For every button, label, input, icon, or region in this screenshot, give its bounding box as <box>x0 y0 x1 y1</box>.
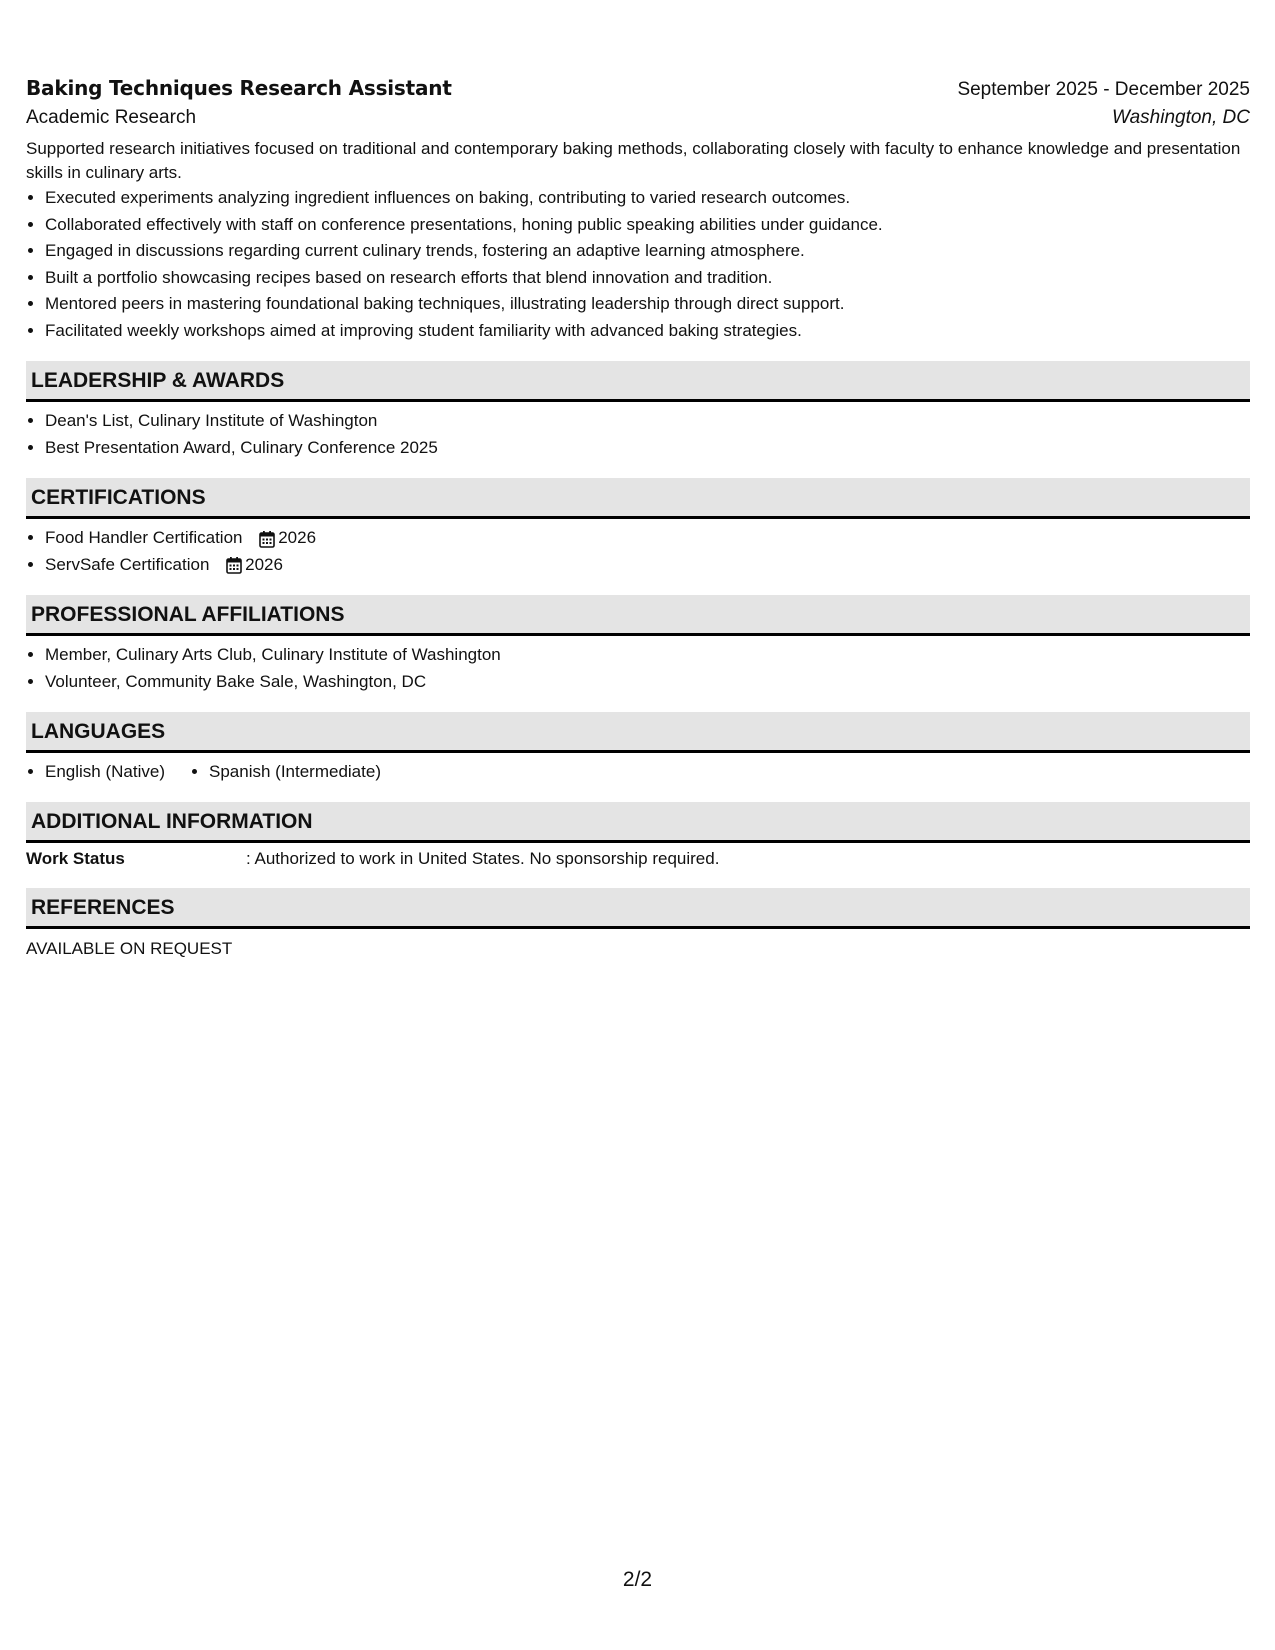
section-heading-leadership: LEADERSHIP & AWARDS <box>26 361 1250 402</box>
certification-year: 2026 <box>245 554 283 574</box>
list-item: • Member, Culinary Arts Club, Culinary Institute of Washington <box>45 642 1250 669</box>
job-bullet: • Engaged in discussions regarding current culinary trends, fostering an adaptive learning atmosphere. <box>45 238 1250 265</box>
calendar-icon <box>226 556 242 574</box>
job-title: Baking Techniques Research Assistant <box>26 76 452 100</box>
job-summary: Supported research initiatives focused on traditional and contemporary baking methods, collaborating closely with faculty to enhance knowledge and presentation skills in culinary arts. <box>26 139 1241 182</box>
job-organization: Academic Research <box>26 107 197 128</box>
references-text: AVAILABLE ON REQUEST <box>26 939 233 958</box>
job-bullet: • Executed experiments analyzing ingredient influences on baking, contributing to varied research outcomes. <box>45 185 1250 212</box>
job-bullet: • Facilitated weekly workshops aimed at improving student familiarity with advanced baking strategies. <box>45 318 1250 345</box>
certifications-list <box>26 525 1250 578</box>
affiliations-list <box>26 642 1250 695</box>
experience-entry <box>26 76 1250 344</box>
languages-list <box>26 759 1250 785</box>
section-heading-references: REFERENCES <box>26 888 1250 929</box>
list-item: • Best Presentation Award, Culinary Conference 2025 <box>45 435 1250 462</box>
language-item: • Spanish (Intermediate) <box>209 759 381 785</box>
section-heading-affiliations: PROFESSIONAL AFFILIATIONS <box>26 595 1250 636</box>
certification-item <box>45 525 1250 552</box>
work-status-value: : Authorized to work in United States. No sponsorship required. <box>246 849 720 868</box>
job-header <box>26 76 1250 101</box>
job-location: Washington, DC <box>1112 107 1250 128</box>
calendar-icon <box>259 530 275 548</box>
page-number: 2/2 <box>622 1568 653 1591</box>
leadership-list <box>26 408 1250 461</box>
resume-page <box>26 76 1250 961</box>
job-dates: September 2025 - December 2025 <box>957 79 1250 100</box>
section-heading-additional: ADDITIONAL INFORMATION <box>26 802 1250 843</box>
section-heading-certifications: CERTIFICATIONS <box>26 478 1250 519</box>
job-bullet: • Built a portfolio showcasing recipes based on research efforts that blend innovation and tradition. <box>45 265 1250 292</box>
certification-name: Food Handler Certification <box>45 528 243 547</box>
job-subheader <box>26 107 1250 129</box>
list-item: • Dean's List, Culinary Institute of Washington <box>45 408 1250 435</box>
job-bullet: • Mentored peers in mastering foundational baking techniques, illustrating leadership through direct support. <box>45 291 1250 318</box>
certification-name: ServSafe Certification <box>45 554 210 574</box>
job-bullet: • Collaborated effectively with staff on conference presentations, honing public speaking abilities under guidance. <box>45 212 1250 239</box>
language-item: • English (Native) <box>45 759 165 785</box>
certification-item <box>45 552 1250 579</box>
list-item: • Volunteer, Community Bake Sale, Washington, DC <box>45 669 1250 696</box>
job-bullets <box>26 185 1250 344</box>
work-status-row <box>26 847 1250 871</box>
section-heading-languages: LANGUAGES <box>26 712 1250 753</box>
work-status-label: Work Status <box>26 849 125 868</box>
certification-year: 2026 <box>278 528 317 547</box>
